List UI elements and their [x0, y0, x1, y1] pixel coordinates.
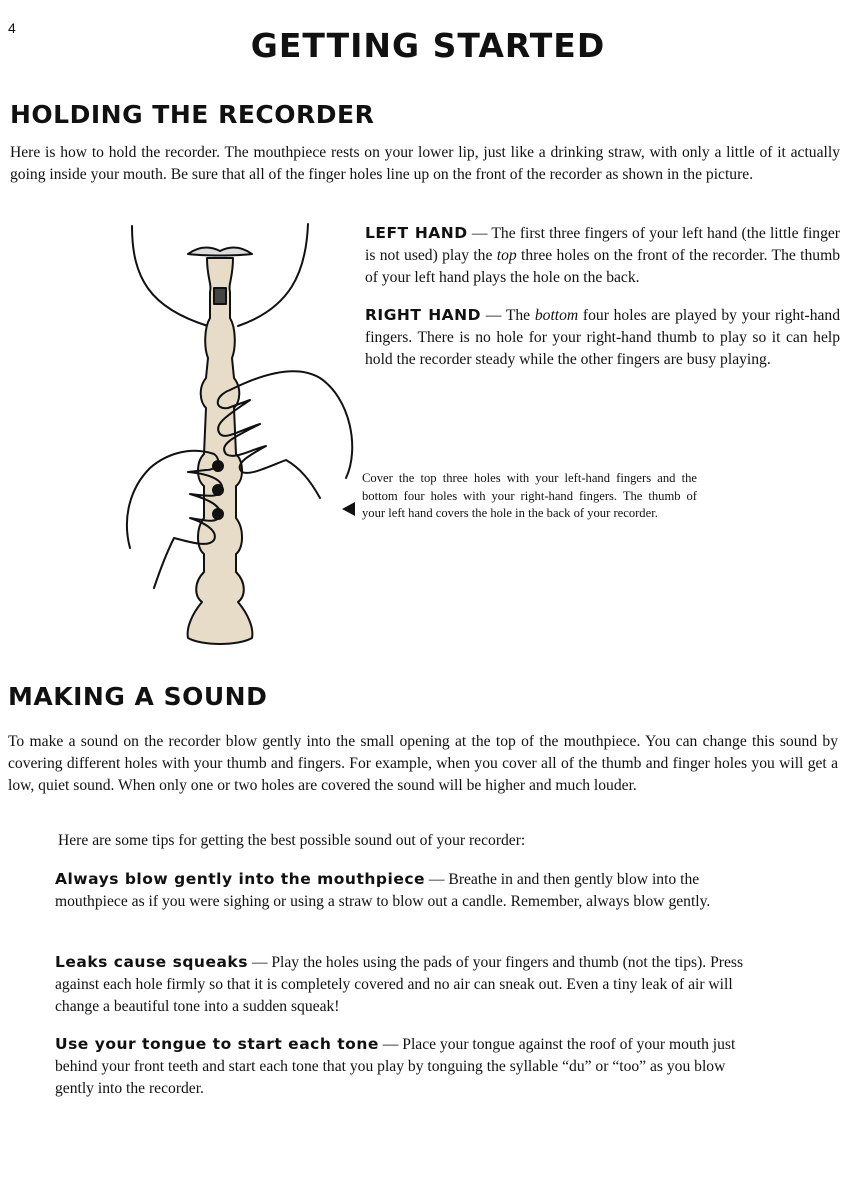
sound-intro-paragraph: To make a sound on the recorder blow gently into the small opening at the top of the mouthpiece. You can change this sound by covering different holes with your thumb and fingers. For example, when you cover all of the thumb and finger holes you will get a low, quiet sound. When only one or two holes are covered the sound will be higher and much louder. [8, 733, 838, 794]
face-right-outline [238, 224, 308, 326]
holding-intro-paragraph: Here is how to hold the recorder. The mouthpiece rests on your lower lip, just like a drinking straw, with only a little of it actually going inside your mouth. Be sure that all of the finger holes line up on the front of the recorder as shown in the picture. [10, 144, 840, 183]
right-hand-lead: RIGHT HAND [365, 306, 482, 324]
illustration-caption: Cover the top three holes with your left-hand fingers and the bottom four holes with your right-hand fingers. The thumb of your left hand covers the hole in the back of your recorder. [362, 471, 697, 520]
tips-intro: Here are some tips for getting the best possible sound out of your recorder: [58, 832, 526, 849]
section-heading-sound: MAKING A SOUND [8, 682, 268, 711]
recorder-window [214, 288, 226, 304]
tip-item: Leaks cause squeaks — Play the holes using the pads of your fingers and thumb (not the tips). Press against each hole firmly so that it is completely covered and no air can sneak out. Even a tiny leak of air will change a beautiful tone into a sudden squeak! [55, 953, 744, 1015]
tip-item: Always blow gently into the mouthpiece — Breathe in and then gently blow into the mouthpiece as if you were sighing or using a straw to blow out a candle. Remember, always blow gently. [55, 870, 711, 910]
lips [188, 248, 252, 256]
face-left-outline [132, 226, 208, 326]
section-heading-holding: HOLDING THE RECORDER [10, 100, 375, 129]
arrow-left-icon [342, 502, 356, 516]
left-hand-lead: LEFT HAND [365, 224, 468, 242]
left-hand-paragraph: LEFT HAND — The first three fingers of your left hand (the little finger is not used) play the top three holes on the front of the recorder. The thumb of your left hand plays the hole on the back. [365, 224, 840, 286]
emphasis-top: top [496, 247, 517, 264]
emphasis-bottom: bottom [534, 307, 579, 324]
right-hand-paragraph: RIGHT HAND — The bottom four holes are played by your right-hand fingers. There is no hole for your right-hand thumb to play so it can help hold the recorder steady while the other fingers are busy playing. [365, 306, 841, 368]
page-number: 4 [8, 20, 16, 36]
tip-lead: Always blow gently into the mouthpiece [55, 870, 426, 888]
page-title: GETTING STARTED [250, 26, 606, 65]
recorder-hands-illustration [110, 218, 370, 648]
tip-lead: Leaks cause squeaks [55, 953, 248, 971]
tip-lead: Use your tongue to start each tone [55, 1035, 379, 1053]
tip-item: Use your tongue to start each tone — Place your tongue against the roof of your mouth just behind your front teeth and start each tone that you play by tonguing the syllable “du” or “too” as you blow gently into the recorder. [55, 1035, 736, 1097]
